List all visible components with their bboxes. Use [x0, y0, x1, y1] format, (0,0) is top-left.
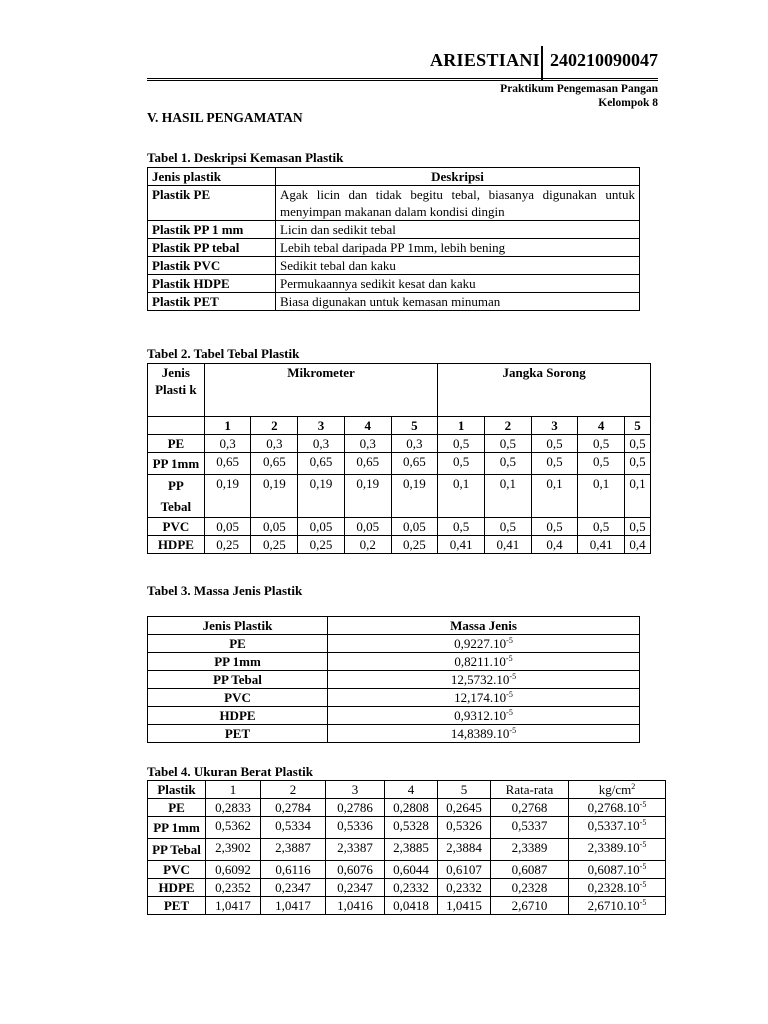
table-cell: 0,5326: [438, 817, 491, 839]
value-exponent: -5: [639, 800, 647, 809]
table-header: Rata-rata: [491, 781, 569, 799]
table-cell: 0,5: [624, 435, 650, 453]
header-rule-2: [147, 80, 658, 81]
table-cell: PVC: [148, 861, 206, 879]
table-row: [148, 707, 640, 725]
table-cell: 0,19: [251, 475, 298, 518]
table-cell: 0,4: [531, 536, 578, 554]
table-cell: 0,5328: [385, 817, 438, 839]
table-cell: 0,05: [251, 518, 298, 536]
table-row: [148, 839, 666, 861]
table-row: [148, 475, 651, 518]
table-deskripsi-kemasan: [147, 167, 640, 311]
value-exponent: -5: [505, 654, 513, 663]
table-row: [148, 275, 640, 293]
value-exponent: -5: [639, 840, 647, 849]
table-cell: Licin dan sedikit tebal: [276, 221, 640, 239]
table-header: Mikrometer: [204, 364, 438, 417]
table-cell: 0,25: [391, 536, 438, 554]
table-cell: 0,5: [531, 435, 578, 453]
table-cell: 0,65: [298, 453, 345, 475]
table-row: [148, 221, 640, 239]
table-cell: 0,2328: [491, 879, 569, 897]
student-id: 240210090047: [550, 50, 658, 70]
table-cell: PVC: [148, 518, 205, 536]
table-cell: 1,0417: [261, 897, 326, 915]
value-text: 12,5732.10: [450, 672, 510, 687]
table-row: [148, 453, 651, 475]
table-cell: 0,5: [484, 518, 531, 536]
table-cell: [569, 897, 666, 915]
table-header: 1: [206, 781, 261, 799]
table-cell: 0,41: [484, 536, 531, 554]
table-cell: 2,3887: [261, 839, 326, 861]
table-cell: 0,2645: [438, 799, 491, 817]
table-cell: 0,3: [344, 435, 391, 453]
value-exponent: -5: [639, 898, 647, 907]
table-cell: PE: [148, 435, 205, 453]
table1-caption: Tabel 1. Deskripsi Kemasan Plastik: [147, 150, 344, 165]
table-cell: 0,65: [391, 453, 438, 475]
table-cell: 0,2786: [326, 799, 385, 817]
table-cell: [328, 653, 640, 671]
table-subheader: 5: [391, 417, 438, 435]
table-header: 3: [326, 781, 385, 799]
section-title: V. HASIL PENGAMATAN: [147, 110, 303, 125]
table-cell: 0,5: [438, 435, 485, 453]
value-text: 0,5337.10: [587, 818, 640, 833]
table-cell: 0,6087: [491, 861, 569, 879]
table-cell: 0,05: [344, 518, 391, 536]
table-tebal-plastik: [147, 363, 651, 554]
table-cell: 0,6116: [261, 861, 326, 879]
table-cell: PP 1mm: [148, 653, 328, 671]
value-exponent: -5: [506, 708, 513, 717]
table-cell: [569, 879, 666, 897]
table-cell: Sedikit tebal dan kaku: [276, 257, 640, 275]
table-subheader: 3: [298, 417, 345, 435]
table-cell: 0,41: [438, 536, 485, 554]
table-subheader: 4: [578, 417, 625, 435]
table-cell: 1,0415: [438, 897, 491, 915]
table-cell: Plastik PVC: [148, 257, 276, 275]
table-cell: HDPE: [148, 707, 328, 725]
table-cell: 0,6092: [206, 861, 261, 879]
table-cell: 0,5336: [326, 817, 385, 839]
table-header: Massa Jenis: [328, 617, 640, 635]
value-exponent: -5: [506, 690, 513, 699]
table-cell: 0,19: [298, 475, 345, 518]
table-cell: PE: [148, 799, 206, 817]
table-header: Jenis Plastik: [148, 617, 328, 635]
table-cell: PP 1mm: [148, 453, 205, 475]
value-exponent: -5: [509, 726, 517, 735]
table-cell: 0,1: [531, 475, 578, 518]
table-row: [148, 653, 640, 671]
table-cell: [569, 839, 666, 861]
table-cell: Biasa digunakan untuk kemasan minuman: [276, 293, 640, 311]
table-cell: 0,3: [391, 435, 438, 453]
table-cell: 0,5: [438, 518, 485, 536]
table-row: [148, 635, 640, 653]
table-cell: Permukaannya sedikit kesat dan kaku: [276, 275, 640, 293]
table-cell: Plastik PP tebal: [148, 239, 276, 257]
table-subheader: 5: [624, 417, 650, 435]
value-text: 0,9227.10: [454, 636, 507, 651]
author-name: ARIESTIANI: [429, 50, 540, 70]
table-header-row: [148, 617, 640, 635]
table-cell: 0,5: [578, 453, 625, 475]
table-massa-jenis: [147, 616, 640, 743]
table-cell: 0,2: [344, 536, 391, 554]
table-cell: 2,6710: [491, 897, 569, 915]
table-row: [148, 536, 651, 554]
table-header: Jenis Plasti k: [148, 364, 205, 417]
value-text: 0,2328.10: [587, 880, 640, 895]
value-exponent: -5: [639, 862, 647, 871]
table-header: 2: [261, 781, 326, 799]
table-cell: PP Tebal: [148, 475, 205, 518]
table-cell: [328, 689, 640, 707]
table-subheader-row: [148, 417, 651, 435]
table-cell: PP 1mm: [148, 817, 206, 839]
value-text: 0,6087.10: [587, 862, 640, 877]
table-cell: 0,6044: [385, 861, 438, 879]
table-cell: Plastik PET: [148, 293, 276, 311]
table-subheader: 2: [251, 417, 298, 435]
table-row: [148, 257, 640, 275]
table-cell: 1,0417: [206, 897, 261, 915]
table-cell: 0,5: [578, 518, 625, 536]
unit-exponent: 2: [631, 782, 636, 791]
table-cell: 0,2347: [261, 879, 326, 897]
table-cell: 0,25: [298, 536, 345, 554]
table-subheader: 2: [484, 417, 531, 435]
value-text: 0,9312.10: [454, 708, 507, 723]
table-row: [148, 817, 666, 839]
table-cell: 2,3902: [206, 839, 261, 861]
value-text: 14,8389.10: [450, 726, 510, 741]
table-cell: [328, 671, 640, 689]
table-cell: 0,25: [204, 536, 251, 554]
table-cell: PP Tebal: [148, 839, 206, 861]
table-cell: 0,3: [251, 435, 298, 453]
table-cell: 0,5337: [491, 817, 569, 839]
table-header: 5: [438, 781, 491, 799]
value-exponent: -5: [639, 818, 647, 827]
table-cell: 0,2347: [326, 879, 385, 897]
table-cell: 0,5: [531, 453, 578, 475]
table2-caption: Tabel 2. Tabel Tebal Plastik: [147, 346, 300, 361]
table-cell: 0,05: [298, 518, 345, 536]
table-cell: 0,6107: [438, 861, 491, 879]
table3-caption: Tabel 3. Massa Jenis Plastik: [147, 583, 303, 598]
table-cell: 0,2352: [206, 879, 261, 897]
table-cell: 0,6076: [326, 861, 385, 879]
table-cell: 0,05: [391, 518, 438, 536]
table-row: [148, 799, 666, 817]
unit-label: kg/cm: [598, 782, 632, 797]
table-header: Jangka Sorong: [438, 364, 651, 417]
table-subheader: 3: [531, 417, 578, 435]
table-cell: 0,65: [344, 453, 391, 475]
table-subheader: 4: [344, 417, 391, 435]
table-cell: 0,1: [438, 475, 485, 518]
value-text: 0,2768.10: [587, 800, 640, 815]
table-cell: Plastik PE: [148, 186, 276, 221]
table-subheader: 1: [204, 417, 251, 435]
table-cell: 0,2332: [385, 879, 438, 897]
table-header: Deskripsi: [276, 168, 640, 186]
group-name: Kelompok 8: [598, 97, 658, 109]
table-cell: PVC: [148, 689, 328, 707]
table-cell: 0,5: [624, 518, 650, 536]
table-cell: Agak licin dan tidak begitu tebal, biasanya digunakan untuk menyimpan makanan dalam kondisi dingin: [276, 186, 640, 221]
table-cell: 0,1: [624, 475, 650, 518]
table-row: [148, 879, 666, 897]
table-ukuran-berat: [147, 780, 666, 915]
table-cell: HDPE: [148, 536, 205, 554]
table-cell: 0,05: [204, 518, 251, 536]
table-cell: 0,5: [484, 435, 531, 453]
table-cell: Lebih tebal daripada PP 1mm, lebih bening: [276, 239, 640, 257]
table-cell: Plastik HDPE: [148, 275, 276, 293]
table-row: [148, 671, 640, 689]
table-row: [148, 293, 640, 311]
value-text: 2,6710.10: [587, 898, 640, 913]
course-name: Praktikum Pengemasan Pangan: [500, 83, 658, 95]
table-cell: 0,41: [578, 536, 625, 554]
table-cell: 0,65: [204, 453, 251, 475]
table-cell: 0,3: [298, 435, 345, 453]
header-rule: [147, 78, 658, 79]
table-row: [148, 861, 666, 879]
table-cell: 0,2768: [491, 799, 569, 817]
table-cell: 0,5: [624, 453, 650, 475]
header-divider: [541, 46, 543, 80]
value-exponent: -5: [509, 672, 517, 681]
table-header: Jenis plastik: [148, 168, 276, 186]
table-cell: 0,5: [484, 453, 531, 475]
table-cell: HDPE: [148, 879, 206, 897]
table-cell: 0,19: [204, 475, 251, 518]
table-cell: [328, 725, 640, 743]
table-cell: 0,5: [578, 435, 625, 453]
table-cell: 2,3884: [438, 839, 491, 861]
table-cell: [569, 817, 666, 839]
table-cell: [569, 861, 666, 879]
table-header-row: [148, 168, 640, 186]
value-text: 12,174.10: [454, 690, 507, 705]
table-cell: PET: [148, 897, 206, 915]
table-cell: 0,1: [484, 475, 531, 518]
table-cell: PET: [148, 725, 328, 743]
table-cell: 0,5334: [261, 817, 326, 839]
table-row: [148, 897, 666, 915]
table-row: [148, 725, 640, 743]
table-row: [148, 186, 640, 221]
table-row: [148, 435, 651, 453]
table-cell: 0,2784: [261, 799, 326, 817]
table-cell: 0,4: [624, 536, 650, 554]
table-header: Plastik: [148, 781, 206, 799]
table-cell: 0,19: [391, 475, 438, 518]
table-cell: 0,2833: [206, 799, 261, 817]
table-header-row: [148, 781, 666, 799]
value-text: 2,3389.10: [587, 840, 640, 855]
table-row: [148, 689, 640, 707]
value-exponent: -5: [506, 636, 513, 645]
table-cell: 2,3389: [491, 839, 569, 861]
table-cell: 0,2808: [385, 799, 438, 817]
table-row: [148, 239, 640, 257]
table-cell: 0,5: [438, 453, 485, 475]
table-cell: PE: [148, 635, 328, 653]
table-cell: [328, 635, 640, 653]
table-cell-empty: [148, 417, 205, 435]
table-header-row: [148, 364, 651, 417]
table-cell: Plastik PP 1 mm: [148, 221, 276, 239]
table-cell: 0,3: [204, 435, 251, 453]
table-cell: [569, 799, 666, 817]
table-cell: 0,19: [344, 475, 391, 518]
table4-caption: Tabel 4. Ukuran Berat Plastik: [147, 764, 314, 779]
table-header: [569, 781, 666, 799]
table-header: 4: [385, 781, 438, 799]
table-cell: 1,0416: [326, 897, 385, 915]
table-cell: 2,3885: [385, 839, 438, 861]
table-cell: 0,2332: [438, 879, 491, 897]
table-cell: 0,5: [531, 518, 578, 536]
table-cell: 0,5362: [206, 817, 261, 839]
table-cell: 0,25: [251, 536, 298, 554]
table-cell: 0,0418: [385, 897, 438, 915]
value-exponent: -5: [639, 880, 647, 889]
table-cell: PP Tebal: [148, 671, 328, 689]
table-cell: [328, 707, 640, 725]
table-cell: 2,3387: [326, 839, 385, 861]
table-cell: 0,1: [578, 475, 625, 518]
table-subheader: 1: [438, 417, 485, 435]
value-text: 0,8211.10: [454, 654, 506, 669]
table-cell: 0,65: [251, 453, 298, 475]
table-row: [148, 518, 651, 536]
